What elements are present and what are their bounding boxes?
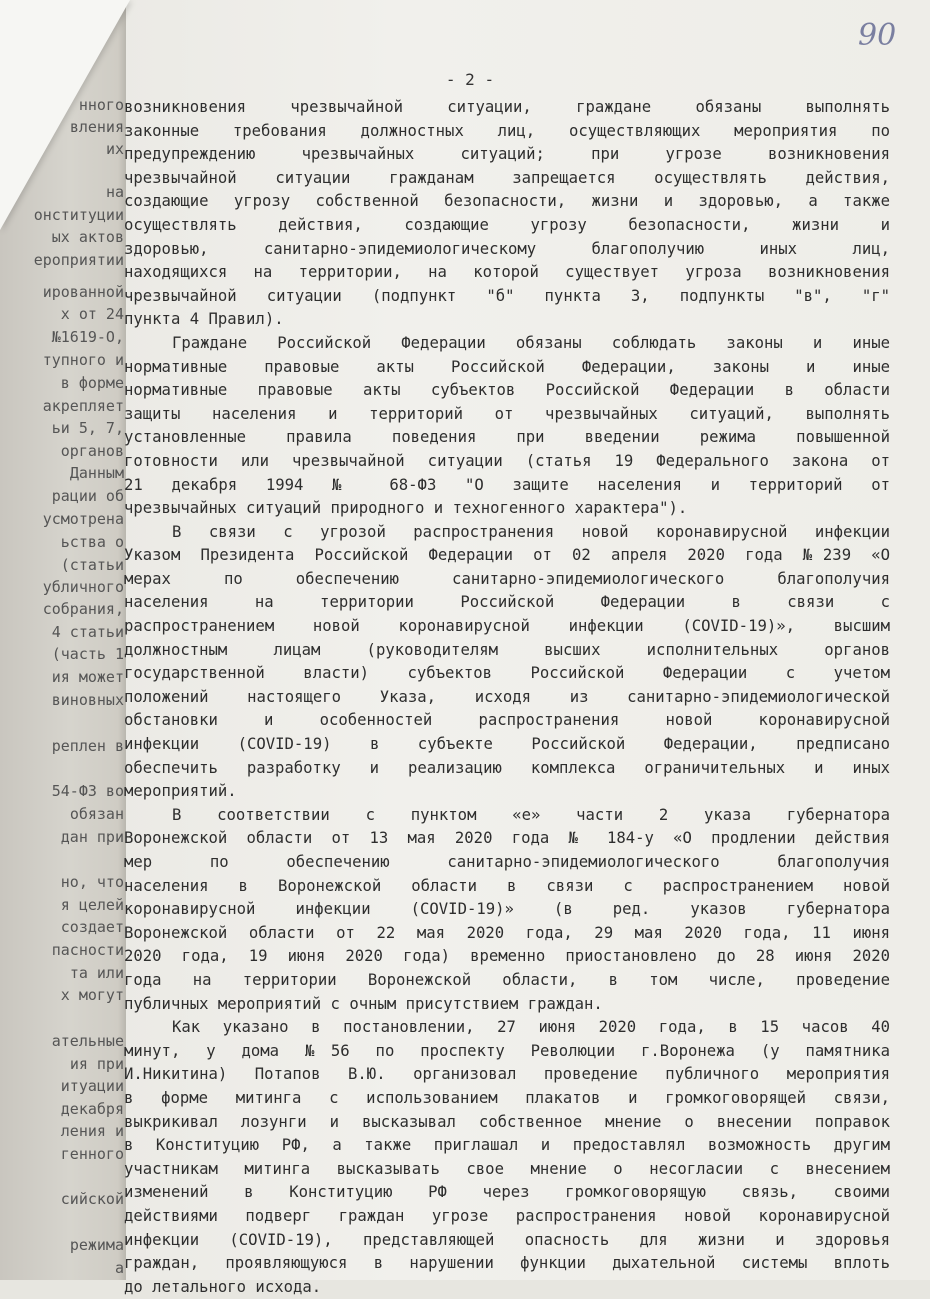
text-line: чрезвычайной ситуации гражданам запрещается осуществлять действия, xyxy=(124,168,890,187)
handwritten-page-number: 90 xyxy=(858,18,897,53)
text-line: Указом Президента Российской Федерации от 02 апреля 2020 года №239 «О xyxy=(124,546,890,565)
underlying-text-fragment: (статьи xyxy=(60,556,124,574)
underlying-text-fragment: собрания, xyxy=(42,600,124,618)
underlying-text-fragment: ьства о xyxy=(60,533,124,551)
text-line: распространением новой коронавирусной инфекции (COVID-19)», высшим xyxy=(124,617,890,636)
underlying-text-fragment: онституции xyxy=(33,206,124,224)
paragraph-start: В связи с угрозой распространения новой коронавирусной инфекции xyxy=(172,522,890,541)
underlying-text-fragment: но, что xyxy=(60,873,124,891)
underlying-text-fragment: ых актов xyxy=(51,228,124,246)
text-line: обеспечить разработку и реализацию комплекса ограничительных и иных xyxy=(124,758,890,777)
underlying-text-fragment: убличного xyxy=(42,578,124,596)
underlying-text-fragment: в форме xyxy=(60,374,124,392)
underlying-text-fragment: а xyxy=(114,1259,124,1277)
text-line: года на территории Воронежской области, в том числе, проведение xyxy=(124,970,890,989)
text-line: установленные правила поведения при введении режима повышенной xyxy=(124,428,890,447)
text-line: положений настоящего Указа, исходя из санитарно-эпидемиологической xyxy=(124,687,890,706)
text-line: находящихся на территории, на которой существует угроза возникновения xyxy=(124,263,890,282)
underlying-text-fragment: я целей xyxy=(60,896,124,914)
underlying-text-fragment: на xyxy=(105,183,124,201)
underlying-text-fragment: х могут xyxy=(60,986,124,1004)
text-line: изменений в Конституцию РФ через громкоговорящую связь, своими xyxy=(124,1183,890,1202)
page-number: - 2 - xyxy=(445,70,495,89)
text-line: обстановки и особенностей распространения новой коронавирусной xyxy=(124,711,890,730)
text-line: инфекции (COVID-19), представляющей опасность для жизни и здоровья xyxy=(124,1230,890,1249)
underlying-text-fragment: Данным xyxy=(69,464,124,482)
paragraph-start: Как указано в постановлении, 27 июня 2020 года, в 15 часов 40 xyxy=(172,1018,890,1037)
underlying-text-fragment: ьи 5, 7, xyxy=(51,419,124,437)
underlying-text-fragment: №1619-О, xyxy=(51,328,124,346)
document-body xyxy=(124,96,890,1299)
text-line: мероприятий. xyxy=(124,782,237,801)
underlying-text-fragment: вления xyxy=(69,118,124,136)
text-line: Воронежской области от 22 мая 2020 года, 29 мая 2020 года, 11 июня xyxy=(124,923,890,942)
underlying-text-fragment: режима xyxy=(69,1236,124,1254)
text-line: чрезвычайных ситуаций природного и техногенного характера"). xyxy=(124,499,688,518)
text-line: возникновения чрезвычайной ситуации, граждане обязаны выполнять xyxy=(124,98,890,116)
text-line: минут, у дома №56 по проспекту Революции г.Воронежа (у памятника xyxy=(124,1041,890,1060)
text-line: выкрикивал лозунги и высказывал собственное мнение о внесении поправок xyxy=(124,1112,890,1131)
text-line: пункта 4 Правил). xyxy=(124,310,284,329)
underlying-text-fragment: пасности xyxy=(51,941,124,959)
underlying-text-fragment: (часть 1 xyxy=(51,645,124,663)
underlying-text-fragment: ательные xyxy=(51,1032,124,1050)
underlying-text-fragment: дан при xyxy=(60,828,124,846)
text-line: инфекции (COVID-19) в субъекте Российской Федерации, предписано xyxy=(124,735,890,754)
underlying-text-fragment: виновных xyxy=(51,691,124,709)
underlying-text-fragment: тупного и xyxy=(42,351,124,369)
text-line: коронавирусной инфекции (COVID-19)» (в ред. указов губернатора xyxy=(124,900,890,919)
underlying-text-fragment: обязан xyxy=(69,805,124,823)
text-line: в Конституцию РФ, а также приглашал и предоставлял возможность другим xyxy=(124,1136,890,1155)
text-line: 21 декабря 1994 № 68-ФЗ "О защите населения и территорий от xyxy=(124,475,890,494)
underlying-text-fragment: нного xyxy=(78,96,124,114)
text-line: государственной власти) субъектов Российской Федерации с учетом xyxy=(124,664,890,683)
text-line: нормативные правовые акты субъектов Российской Федерации в области xyxy=(124,381,890,400)
underlying-text-fragment: ероприятии xyxy=(33,251,124,269)
underlying-text-fragment: 4 статьи xyxy=(51,623,124,641)
underlying-text-fragment: та или xyxy=(69,964,124,982)
underlying-text-fragment: х от 24 xyxy=(60,305,124,323)
paragraph-start: Граждане Российской Федерации обязаны соблюдать законы и иные xyxy=(172,333,890,352)
underlying-text-fragment: сийской xyxy=(60,1190,124,1208)
text-line: мер по обеспечению санитарно-эпидемиологического благополучия xyxy=(124,853,890,871)
text-line: нормативные правовые акты Российской Федерации, законы и иные xyxy=(124,357,890,376)
underlying-text-fragment: 54-ФЗ во xyxy=(51,782,124,800)
text-line: создающие угрозу собственной безопасности, жизни и здоровью, а также xyxy=(124,192,890,211)
text-line: в форме митинга с использованием плакатов и громкоговорящей связи, xyxy=(124,1088,890,1107)
text-line: населения на территории Российской Федерации в связи с xyxy=(124,593,890,612)
underlying-text-fragment: генного xyxy=(60,1145,124,1163)
text-line: осуществлять действия, создающие угрозу безопасности, жизни и xyxy=(124,215,890,234)
underlying-text-fragment: органов xyxy=(60,442,124,460)
text-line: действиями подверг граждан угрозе распространения новой коронавирусной xyxy=(124,1206,890,1225)
folded-corner xyxy=(0,0,130,230)
underlying-text-fragment: итуации xyxy=(60,1077,124,1095)
underlying-text-fragment: декабря xyxy=(60,1100,124,1118)
text-line: Воронежской области от 13 мая 2020 года № 184-у «О продлении действия xyxy=(124,829,890,848)
underlying-text-fragment: ия при xyxy=(69,1055,124,1073)
underlying-text-fragment: рации об xyxy=(51,487,124,505)
text-line: граждан, проявляющуюся в нарушении функции дыхательной системы вплоть xyxy=(124,1254,890,1273)
underlying-text-fragment: ления и xyxy=(60,1122,124,1140)
underlying-text-fragment: акрепляет xyxy=(42,397,124,415)
text-line: публичных мероприятий с очным присутствием граждан. xyxy=(124,994,603,1013)
text-line: до летального исхода. xyxy=(124,1277,322,1296)
underlying-text-fragment: создает xyxy=(60,918,124,936)
text-line: 2020 года, 19 июня 2020 года) временно приостановлено до 28 июня 2020 xyxy=(124,947,890,966)
text-line: предупреждению чрезвычайных ситуаций; при угрозе возникновения xyxy=(124,145,890,164)
text-line: мерах по обеспечению санитарно-эпидемиологического благополучия xyxy=(124,569,890,588)
text-line: населения в Воронежской области в связи с распространением новой xyxy=(124,876,890,895)
underlying-text-fragment: реплен в xyxy=(51,737,124,755)
text-line: здоровью, санитарно-эпидемиологическому благополучию иных лиц, xyxy=(124,239,890,258)
text-line: готовности или чрезвычайной ситуации (статья 19 Федерального закона от xyxy=(124,451,890,470)
text-line: И.Никитина) Потапов В.Ю. организовал проведение публичного мероприятия xyxy=(124,1065,890,1084)
underlying-text-fragment: усмотрена xyxy=(42,510,124,528)
underlying-text-fragment: ия может xyxy=(51,668,124,686)
text-line: должностным лицам (руководителям высших исполнительных органов xyxy=(124,640,890,659)
text-line: защиты населения и территорий от чрезвычайных ситуаций, выполнять xyxy=(124,404,890,423)
underlying-text-fragment: ированной xyxy=(42,283,124,301)
text-line: участникам митинга высказывать свое мнение о несогласии с внесением xyxy=(124,1159,890,1178)
text-line: законные требования должностных лиц, осуществляющих мероприятия по xyxy=(124,121,890,140)
paragraph-start: В соответствии с пунктом «е» части 2 указа губернатора xyxy=(172,805,890,824)
underlying-text-fragment: их xyxy=(105,140,124,158)
text-line: чрезвычайной ситуации (подпункт "б" пункта 3, подпункты "в", "г" xyxy=(124,286,890,305)
